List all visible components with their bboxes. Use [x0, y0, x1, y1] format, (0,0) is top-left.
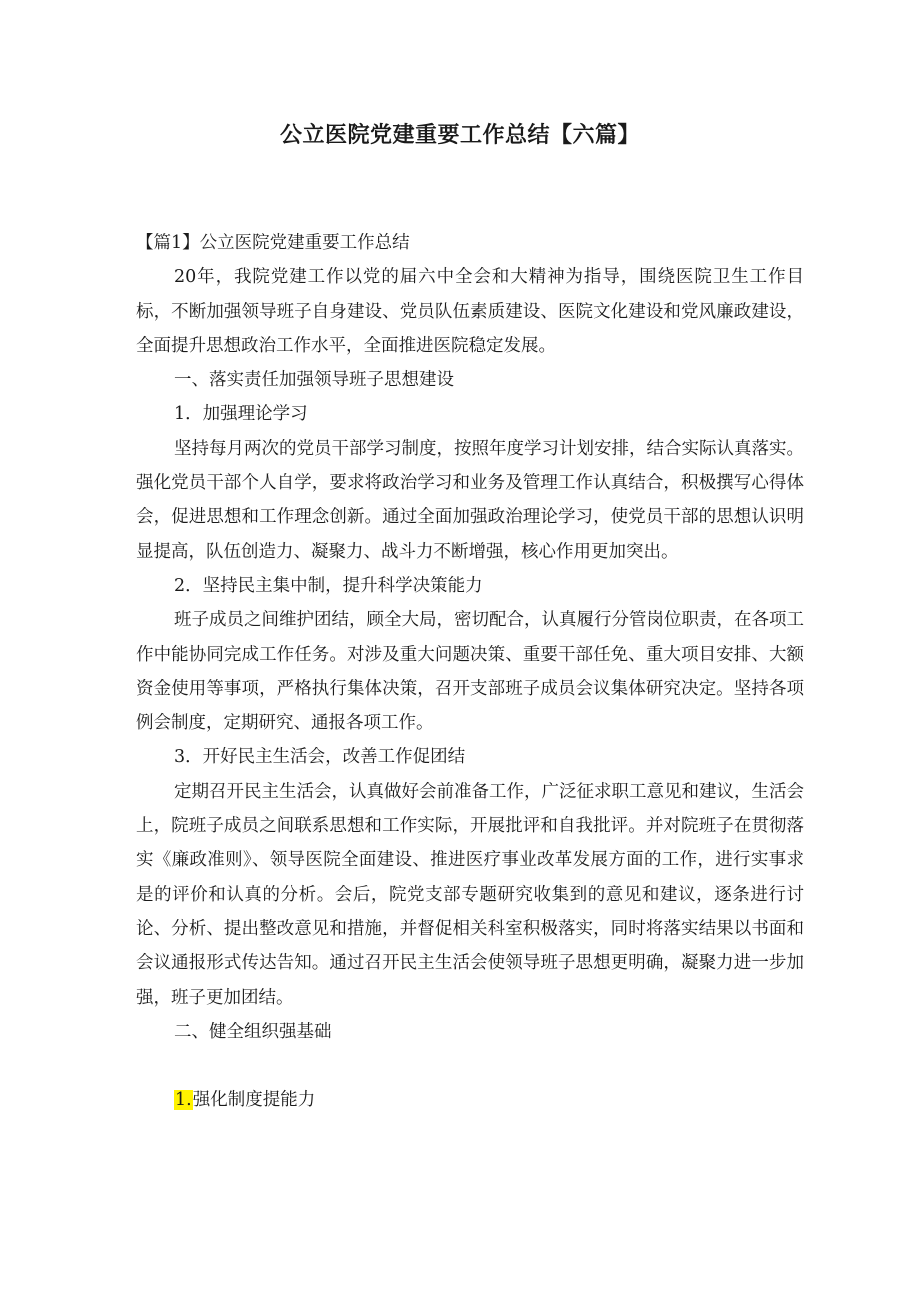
- item-3-title: 3．开好民主生活会，改善工作促团结: [174, 747, 466, 768]
- section-title: 【篇1】公立医院党建重要工作总结: [136, 233, 410, 253]
- item-1-title: 1．加强理论学习: [174, 404, 308, 425]
- item-2-body: 班子成员之间维护团结，顾全大局，密切配合，认真履行分管岗位职责，在各项工作中能协同完成工作任务。对涉及重大问题决策、重要干部任免、重大项目安排、大额资金使用等事项，严格执行集体决策，召开支部班子成员会议集体研究决定。坚持各项例会制度，定期研究、通报各项工作。: [136, 610, 804, 734]
- item-4-number-highlight: 1.: [175, 1090, 192, 1111]
- document-body: [136, 226, 804, 1117]
- item-3-body: 定期召开民主生活会，认真做好会前准备工作，广泛征求职工意见和建议，生活会上，院班子成员之间联系思想和工作实际，开展批评和自我批评。并对院班子在贯彻落实《廉政准则》、领导医院全面建设、推进医疗事业改革发展方面的工作，进行实事求是的评价和认真的分析。会后，院党支部专题研究收集到的意见和建议，逐条进行讨论、分析、提出整改意见和措施，并督促相关科室积极落实，同时将落实结果以书面和会议通报形式传达告知。通过召开民主生活会使领导班子思想更明确，凝聚力进一步加强，班子更加团结。: [136, 781, 804, 1008]
- item-4-title-line: [136, 1083, 804, 1117]
- item-4-title: 强化制度提能力: [192, 1090, 316, 1111]
- intro-paragraph: 20年，我院党建工作以党的届六中全会和大精神为指导，围绕医院卫生工作目标，不断加强领导班子自身建设、党员队伍素质建设、医院文化建设和党风廉政建设，全面提升思想政治工作水平，全面推进医院稳定发展。: [136, 267, 804, 356]
- paragraph-gap: [136, 1049, 804, 1083]
- heading-2: 二、健全组织强基础: [174, 1021, 332, 1042]
- item-1-body: 坚持每月两次的党员干部学习制度，按照年度学习计划安排，结合实际认真落实。强化党员干部个人自学，要求将政治学习和业务及管理工作认真结合，积极撰写心得体会，促进思想和工作理念创新。通过全面加强政治理论学习，使党员干部的思想认识明显提高，队伍创造力、凝聚力、战斗力不断增强，核心作用更加突出。: [136, 438, 804, 562]
- item-2-title: 2．坚持民主集中制，提升科学决策能力: [174, 575, 483, 596]
- heading-1: 一、落实责任加强领导班子思想建设: [174, 370, 454, 391]
- document-title: 公立医院党建重要工作总结【六篇】: [279, 123, 640, 148]
